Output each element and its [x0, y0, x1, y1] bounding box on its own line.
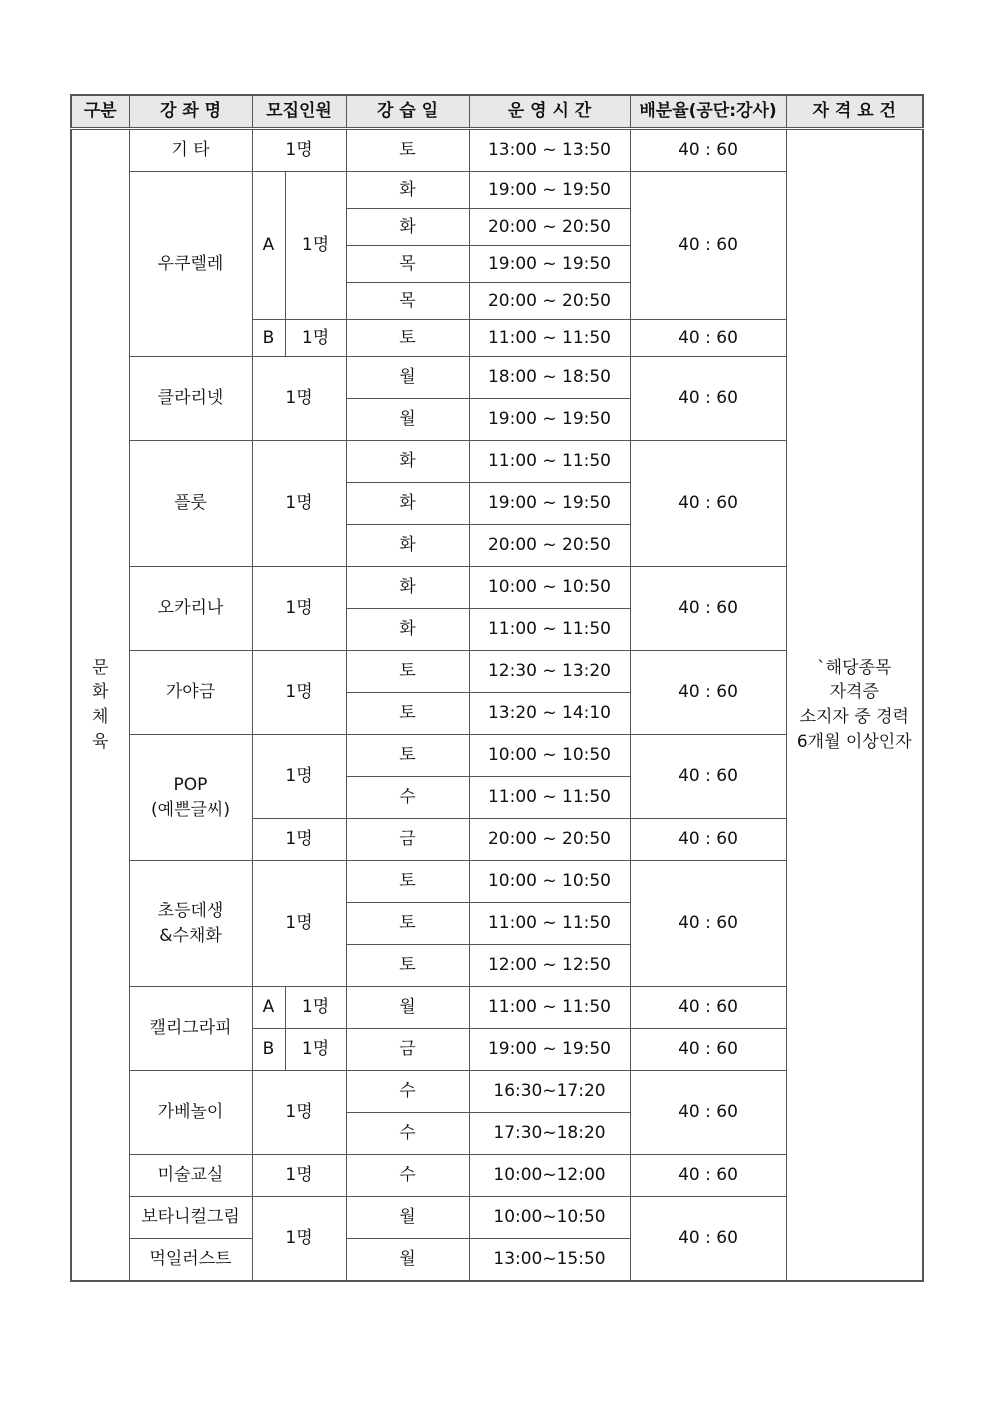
recruit-count: 1명 [252, 129, 346, 172]
ratio: 40 : 60 [630, 357, 786, 441]
class-day: 월 [346, 987, 469, 1029]
class-day: 토 [346, 320, 469, 357]
class-time: 10:00~10:50 [469, 1197, 630, 1239]
class-time: 20:00 ~ 20:50 [469, 283, 630, 320]
course-name: 가베놀이 [129, 1071, 252, 1155]
qualification-line: `해당종목 [817, 657, 892, 678]
course-name: 먹일러스트 [129, 1239, 252, 1282]
header-row [71, 95, 923, 129]
class-time: 19:00 ~ 19:50 [469, 172, 630, 209]
header-course: 강 좌 명 [129, 95, 252, 129]
class-day: 월 [346, 1239, 469, 1282]
class-time: 20:00 ~ 20:50 [469, 209, 630, 246]
ratio: 40 : 60 [630, 1155, 786, 1197]
ratio: 40 : 60 [630, 1071, 786, 1155]
ratio: 40 : 60 [630, 987, 786, 1029]
recruit-count: 1명 [252, 651, 346, 735]
class-day: 화 [346, 441, 469, 483]
class-time: 19:00 ~ 19:50 [469, 246, 630, 283]
recruit-count: 1명 [285, 987, 346, 1029]
class-time: 17:30~18:20 [469, 1113, 630, 1155]
class-time: 10:00 ~ 10:50 [469, 567, 630, 609]
ratio: 40 : 60 [630, 441, 786, 567]
class-day: 금 [346, 819, 469, 861]
class-time: 12:30 ~ 13:20 [469, 651, 630, 693]
course-name: 가야금 [129, 651, 252, 735]
ratio: 40 : 60 [630, 1197, 786, 1282]
class-time: 11:00 ~ 11:50 [469, 320, 630, 357]
class-day: 화 [346, 567, 469, 609]
recruit-count: 1명 [285, 1029, 346, 1071]
recruit-count: 1명 [252, 1071, 346, 1155]
class-time: 18:00 ~ 18:50 [469, 357, 630, 399]
ratio: 40 : 60 [630, 567, 786, 651]
class-day: 토 [346, 735, 469, 777]
ratio: 40 : 60 [630, 819, 786, 861]
course-name: 클라리넷 [129, 357, 252, 441]
class-time: 13:20 ~ 14:10 [469, 693, 630, 735]
class-time: 16:30~17:20 [469, 1071, 630, 1113]
ratio: 40 : 60 [630, 735, 786, 819]
recruit-count: 1명 [285, 320, 346, 357]
course-name: 보타니컬그림 [129, 1197, 252, 1239]
ratio: 40 : 60 [630, 129, 786, 172]
header-qualification: 자 격 요 건 [786, 95, 923, 129]
course-name: 캘리그라피 [129, 987, 252, 1071]
course-name-line: 초등데생 [157, 900, 224, 921]
ratio: 40 : 60 [630, 861, 786, 987]
group-label: B [252, 320, 285, 357]
class-time: 19:00 ~ 19:50 [469, 399, 630, 441]
class-time: 20:00 ~ 20:50 [469, 819, 630, 861]
course-name: 플룻 [129, 441, 252, 567]
section-label [71, 129, 129, 1282]
course-name [129, 735, 252, 861]
course-name: 우쿠렐레 [129, 172, 252, 357]
course-name-line: (예쁜글씨) [151, 799, 230, 820]
schedule-table [70, 94, 924, 1282]
recruit-count: 1명 [252, 861, 346, 987]
class-time: 10:00 ~ 10:50 [469, 861, 630, 903]
recruit-count: 1명 [252, 567, 346, 651]
class-time: 10:00 ~ 10:50 [469, 735, 630, 777]
class-day: 토 [346, 903, 469, 945]
ratio: 40 : 60 [630, 172, 786, 320]
class-day: 금 [346, 1029, 469, 1071]
header-time: 운 영 시 간 [469, 95, 630, 129]
header-category: 구분 [71, 95, 129, 129]
class-day: 수 [346, 1155, 469, 1197]
class-time: 11:00 ~ 11:50 [469, 903, 630, 945]
class-day: 토 [346, 945, 469, 987]
course-name-line: &수채화 [159, 925, 222, 946]
ratio: 40 : 60 [630, 651, 786, 735]
recruit-count: 1명 [285, 172, 346, 320]
class-day: 화 [346, 525, 469, 567]
class-day: 화 [346, 609, 469, 651]
recruit-count: 1명 [252, 735, 346, 819]
class-day: 화 [346, 209, 469, 246]
section-char: 육 [92, 731, 109, 752]
class-time: 13:00~15:50 [469, 1239, 630, 1282]
qualification [786, 129, 923, 1282]
table-row [71, 129, 923, 172]
class-day: 월 [346, 357, 469, 399]
class-time: 10:00~12:00 [469, 1155, 630, 1197]
section-char: 체 [92, 707, 109, 727]
class-time: 12:00 ~ 12:50 [469, 945, 630, 987]
class-time: 13:00 ~ 13:50 [469, 129, 630, 172]
header-recruit: 모집인원 [252, 95, 346, 129]
course-name: 기 타 [129, 129, 252, 172]
class-time: 11:00 ~ 11:50 [469, 777, 630, 819]
class-day: 목 [346, 246, 469, 283]
section-char: 화 [92, 682, 109, 703]
class-day: 토 [346, 693, 469, 735]
class-day: 수 [346, 777, 469, 819]
recruit-count: 1명 [252, 1197, 346, 1282]
class-day: 토 [346, 129, 469, 172]
course-name [129, 861, 252, 987]
header-ratio: 배분율(공단:강사) [630, 95, 786, 129]
class-time: 11:00 ~ 11:50 [469, 987, 630, 1029]
class-time: 11:00 ~ 11:50 [469, 609, 630, 651]
class-day: 월 [346, 399, 469, 441]
group-label: A [252, 987, 285, 1029]
group-label: A [252, 172, 285, 320]
group-label: B [252, 1029, 285, 1071]
class-day: 화 [346, 483, 469, 525]
course-name: 오카리나 [129, 567, 252, 651]
class-time: 19:00 ~ 19:50 [469, 1029, 630, 1071]
class-day: 월 [346, 1197, 469, 1239]
class-day: 목 [346, 283, 469, 320]
course-name: 미술교실 [129, 1155, 252, 1197]
class-time: 19:00 ~ 19:50 [469, 483, 630, 525]
class-day: 수 [346, 1113, 469, 1155]
qualification-line: 자격증 [829, 682, 879, 703]
class-day: 토 [346, 651, 469, 693]
class-day: 토 [346, 861, 469, 903]
ratio: 40 : 60 [630, 1029, 786, 1071]
class-time: 11:00 ~ 11:50 [469, 441, 630, 483]
recruit-count: 1명 [252, 357, 346, 441]
recruit-count: 1명 [252, 441, 346, 567]
header-day: 강 습 일 [346, 95, 469, 129]
qualification-line: 6개월 이상인자 [796, 731, 912, 752]
ratio: 40 : 60 [630, 320, 786, 357]
course-name-line: POP [173, 774, 208, 795]
section-char: 문 [92, 657, 109, 678]
class-day: 수 [346, 1071, 469, 1113]
class-day: 화 [346, 172, 469, 209]
recruit-count: 1명 [252, 1155, 346, 1197]
recruit-count: 1명 [252, 819, 346, 861]
qualification-line: 소지자 중 경력 [799, 707, 909, 727]
class-time: 20:00 ~ 20:50 [469, 525, 630, 567]
